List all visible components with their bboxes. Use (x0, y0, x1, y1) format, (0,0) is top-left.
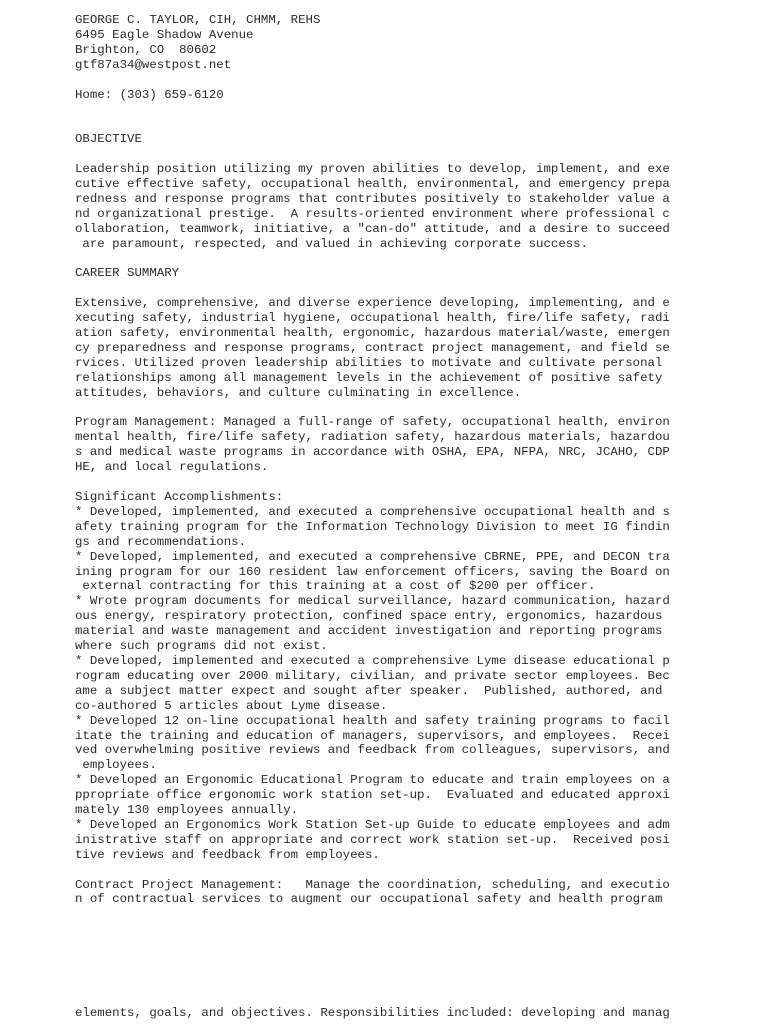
candidate-name: GEORGE C. TAYLOR, CIH, CHMM, REHS (75, 13, 321, 27)
accomplishment-line: * Developed an Ergonomics Work Station Set-up Guide to educate employees and adm (75, 817, 670, 832)
accomplishments-heading: Significant Accomplishments: (75, 490, 284, 504)
program-management-line: Program Management: Managed a full-range of safety, occupational health, environ (75, 415, 670, 430)
contract-management-line: Contract Project Management: Manage the coordination, scheduling, and executio (75, 877, 670, 892)
accomplishment-line: ppropriate office ergonomic work station set-up. Evaluated and educated approxi (75, 788, 670, 803)
accomplishment-line: co-authored 5 articles about Lyme disease. (75, 698, 388, 713)
accomplishment-line: where such programs did not exist. (75, 639, 328, 654)
accomplishment-line: ved overwhelming positive reviews and feedback from colleagues, supervisors, and (75, 743, 670, 758)
accomplishment-line: tive reviews and feedback from employees. (75, 847, 380, 862)
accomplishment-line: itate the training and education of managers, supervisors, and employees. Recei (75, 728, 670, 743)
continuation-line: elements, goals, and objectives. Responsibilities included: developing and manag (75, 1006, 670, 1020)
home-phone: Home: (303) 659-6120 (75, 87, 224, 102)
accomplishment-line: * Developed, implemented, and executed a comprehensive occupational health and s (75, 504, 670, 519)
career-summary-line: cy preparedness and response programs, contract project management, and field se (75, 340, 670, 355)
objective-line: Leadership position utilizing my proven abilities to develop, implement, and exe (75, 162, 670, 177)
accomplishment-line: ous energy, respiratory protection, confined space entry, ergonomics, hazardous (75, 609, 663, 624)
career-summary-line: rvices. Utilized proven leadership abilities to motivate and cultivate personal (75, 355, 663, 370)
page-footer-text (75, 1006, 670, 1021)
program-management-line: HE, and local regulations. (75, 460, 269, 475)
career-summary-line: ation safety, environmental health, ergonomic, hazardous material/waste, emergen (75, 326, 670, 341)
accomplishment-line: * Developed an Ergonomic Educational Program to educate and train employees on a (75, 773, 670, 788)
accomplishment-line: rogram educating over 2000 military, civilian, and private sector employees. Bec (75, 668, 670, 683)
email-address: gtf87a34@westpost.net (75, 57, 232, 72)
accomplishment-line: inistrative staff on appropriate and correct work station set-up. Received posi (75, 832, 670, 847)
accomplishment-line: * Developed 12 on-line occupational health and safety training programs to facil (75, 713, 670, 728)
city-state-zip: Brighton, CO 80602 (75, 42, 217, 57)
program-management-line: s and medical waste programs in accordance with OSHA, EPA, NFPA, NRC, JCAHO, CDP (75, 445, 670, 460)
career-summary-line: xecuting safety, industrial hygiene, occupational health, fire/life safety, radi (75, 311, 670, 326)
career-summary-heading: CAREER SUMMARY (75, 266, 180, 281)
objective-heading: OBJECTIVE (75, 132, 142, 147)
contract-management-line: n of contractual services to augment our occupational safety and health program (75, 892, 663, 907)
accomplishment-line: material and waste management and accident investigation and reporting programs (75, 624, 663, 639)
career-summary-line: relationships among all management levels in the achievement of positive safety (75, 370, 663, 385)
accomplishment-line: * Wrote program documents for medical surveillance, hazard communication, hazard (75, 594, 670, 609)
accomplishment-line: employees. (75, 758, 157, 773)
objective-line: cutive effective safety, occupational health, environmental, and emergency prepa (75, 176, 670, 191)
objective-line: ollaboration, teamwork, initiative, a "can-do" attitude, and a desire to succeed (75, 221, 670, 236)
accomplishment-line: afety training program for the Information Technology Division to meet IG findin (75, 519, 670, 534)
objective-line: are paramount, respected, and valued in achieving corporate success. (75, 236, 589, 251)
street-address: 6495 Eagle Shadow Avenue (75, 27, 254, 42)
accomplishment-line: gs and recommendations. (75, 534, 247, 549)
accomplishment-line: ame a subject matter expect and sought after speaker. Published, authored, and (75, 683, 663, 698)
career-summary-line: attitudes, behaviors, and culture culminating in excellence. (75, 385, 522, 400)
resume-text (75, 13, 670, 907)
accomplishment-line: ining program for our 160 resident law enforcement officers, saving the Board on (75, 564, 670, 579)
program-management-line: mental health, fire/life safety, radiation safety, hazardous materials, hazardou (75, 430, 670, 445)
objective-line: redness and response programs that contributes positively to stakeholder value a (75, 191, 670, 206)
objective-line: nd organizational prestige. A results-oriented environment where professional c (75, 206, 670, 221)
accomplishment-line: external contracting for this training at a cost of $200 per officer. (75, 579, 596, 594)
accomplishment-line: * Developed, implemented and executed a comprehensive Lyme disease educational p (75, 653, 670, 668)
accomplishment-line: mately 130 employees annually. (75, 803, 299, 818)
accomplishment-line: * Developed, implemented, and executed a comprehensive CBRNE, PPE, and DECON tra (75, 549, 670, 564)
career-summary-line: Extensive, comprehensive, and diverse experience developing, implementing, and e (75, 296, 670, 311)
